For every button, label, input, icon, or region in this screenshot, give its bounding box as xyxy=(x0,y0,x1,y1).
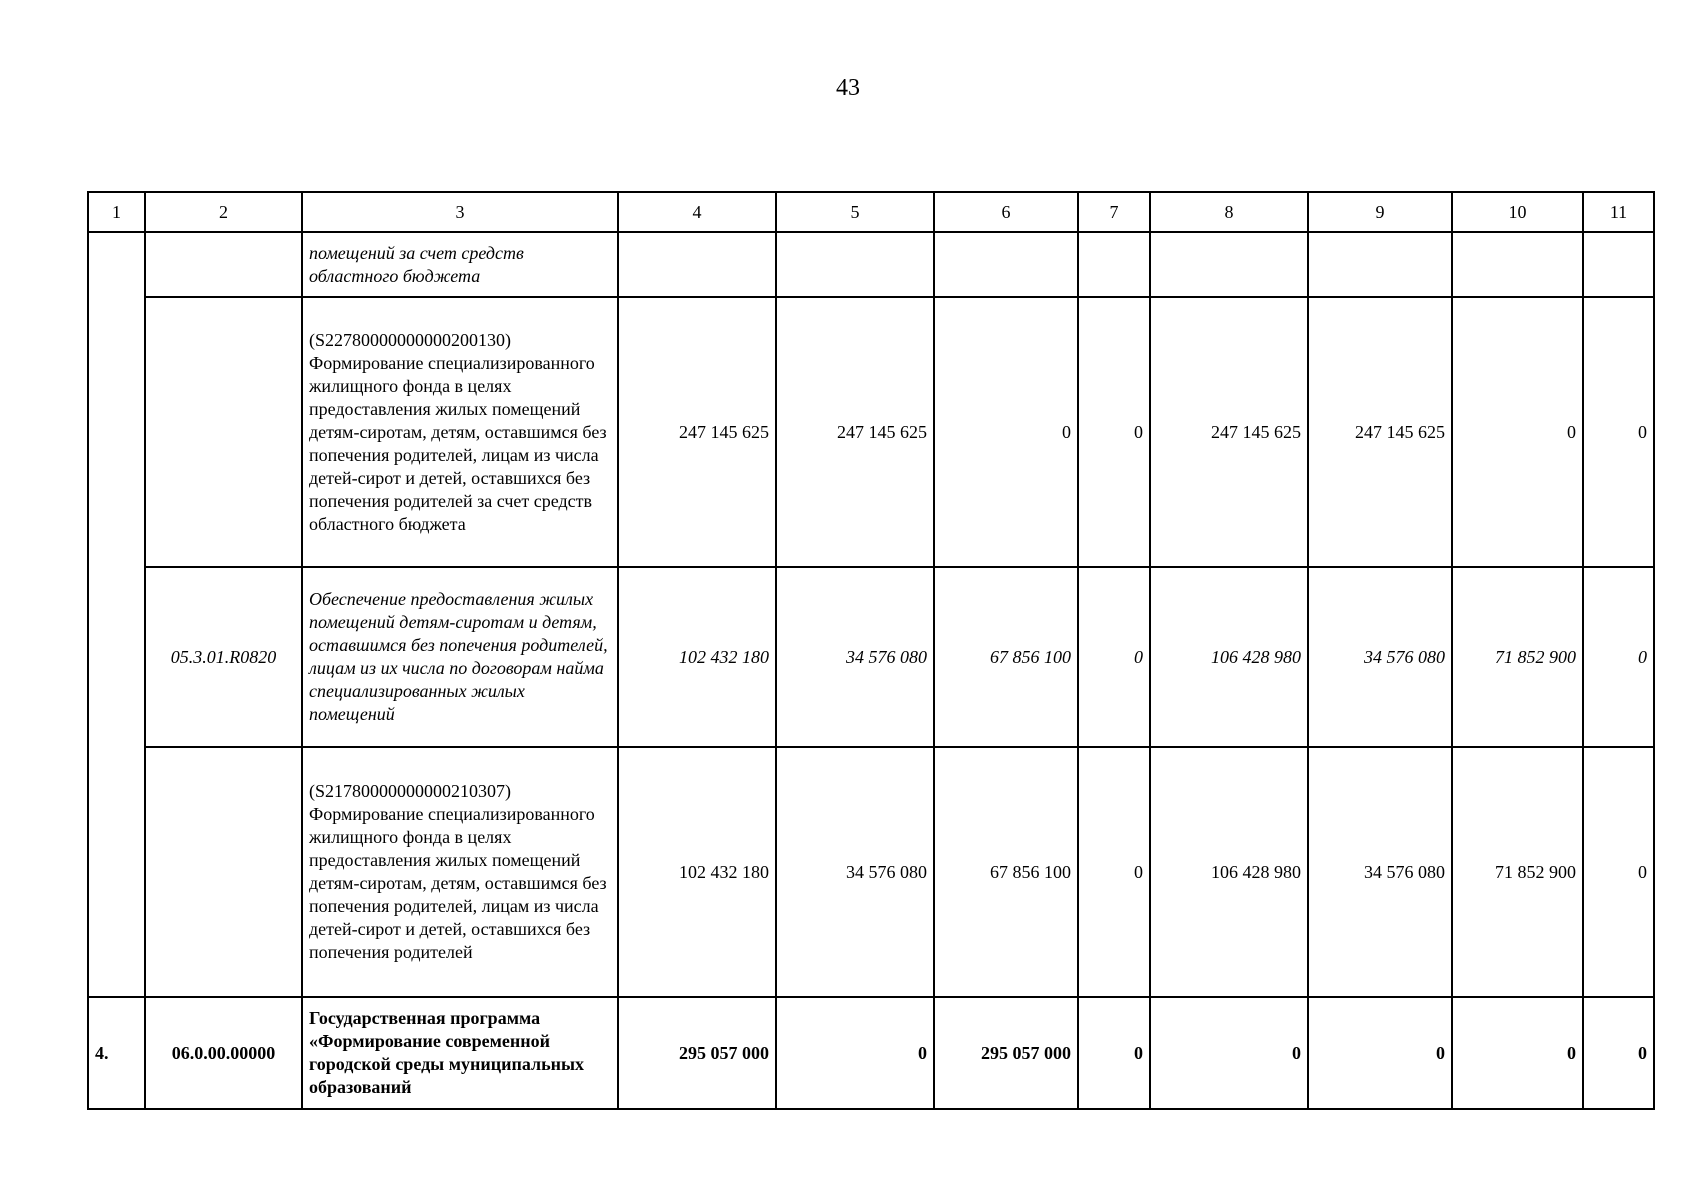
value-cell: 0 xyxy=(934,297,1078,567)
value-cell xyxy=(934,232,1078,297)
budget-table xyxy=(87,191,1655,1110)
value-cell: 0 xyxy=(1583,297,1654,567)
value-cell: 0 xyxy=(1078,567,1150,747)
value-cell: 34 576 080 xyxy=(776,747,934,997)
column-header: 10 xyxy=(1452,192,1583,232)
description-cell: Обеспечение предоставления жилых помещений детям-сиротам и детям, оставшимся без попечения родителей, лицам из их числа по договорам найма специализированных жилых помещений xyxy=(302,567,618,747)
column-header: 5 xyxy=(776,192,934,232)
value-cell: 0 xyxy=(1583,747,1654,997)
column-header: 9 xyxy=(1308,192,1452,232)
table-row xyxy=(88,232,1654,297)
value-cell: 106 428 980 xyxy=(1150,567,1308,747)
value-cell xyxy=(776,232,934,297)
value-cell: 0 xyxy=(1583,997,1654,1109)
table-row xyxy=(88,997,1654,1109)
column-header: 3 xyxy=(302,192,618,232)
column-header: 11 xyxy=(1583,192,1654,232)
value-cell: 295 057 000 xyxy=(934,997,1078,1109)
value-cell: 0 xyxy=(1078,997,1150,1109)
value-cell: 71 852 900 xyxy=(1452,567,1583,747)
value-cell: 247 145 625 xyxy=(1308,297,1452,567)
code-cell: 05.3.01.R0820 xyxy=(145,567,302,747)
value-cell: 71 852 900 xyxy=(1452,747,1583,997)
column-header: 8 xyxy=(1150,192,1308,232)
description-cell: Государственная программа «Формирование современной городской среды муниципальных образований xyxy=(302,997,618,1109)
column-header: 6 xyxy=(934,192,1078,232)
value-cell: 34 576 080 xyxy=(1308,567,1452,747)
value-cell: 0 xyxy=(1452,997,1583,1109)
value-cell: 295 057 000 xyxy=(618,997,776,1109)
table-header-row xyxy=(88,192,1654,232)
column-header: 2 xyxy=(145,192,302,232)
value-cell xyxy=(1452,232,1583,297)
table-row xyxy=(88,297,1654,567)
value-cell: 247 145 625 xyxy=(618,297,776,567)
value-cell: 67 856 100 xyxy=(934,567,1078,747)
value-cell xyxy=(1308,232,1452,297)
value-cell: 106 428 980 xyxy=(1150,747,1308,997)
row-number-cell xyxy=(88,232,145,997)
value-cell xyxy=(1078,232,1150,297)
code-cell xyxy=(145,232,302,297)
column-header: 4 xyxy=(618,192,776,232)
code-cell: 06.0.00.00000 xyxy=(145,997,302,1109)
description-cell: (S21780000000000210307) Формирование специализированного жилищного фонда в целях предоставления жилых помещений детям-сиротам, детям, оставшимся без попечения родителей, лицам из числа детей-сирот и детей, оставшихся без попечения родителей xyxy=(302,747,618,997)
column-header: 7 xyxy=(1078,192,1150,232)
row-number-cell: 4. xyxy=(88,997,145,1109)
value-cell: 0 xyxy=(1308,997,1452,1109)
value-cell: 0 xyxy=(1150,997,1308,1109)
value-cell xyxy=(1583,232,1654,297)
value-cell: 247 145 625 xyxy=(776,297,934,567)
description-cell: помещений за счет средств областного бюджета xyxy=(302,232,618,297)
value-cell: 67 856 100 xyxy=(934,747,1078,997)
value-cell: 0 xyxy=(1452,297,1583,567)
column-header: 1 xyxy=(88,192,145,232)
value-cell: 0 xyxy=(776,997,934,1109)
value-cell: 247 145 625 xyxy=(1150,297,1308,567)
description-cell: (S22780000000000200130) Формирование специализированного жилищного фонда в целях предоставления жилых помещений детям-сиротам, детям, оставшимся без попечения родителей, лицам из числа детей-сирот и детей, оставшихся без попечения родителей за счет средств областного бюджета xyxy=(302,297,618,567)
page-number: 43 xyxy=(836,75,860,101)
value-cell: 34 576 080 xyxy=(1308,747,1452,997)
code-cell xyxy=(145,297,302,567)
value-cell: 0 xyxy=(1583,567,1654,747)
value-cell xyxy=(618,232,776,297)
value-cell: 0 xyxy=(1078,297,1150,567)
value-cell xyxy=(1150,232,1308,297)
value-cell: 34 576 080 xyxy=(776,567,934,747)
value-cell: 0 xyxy=(1078,747,1150,997)
value-cell: 102 432 180 xyxy=(618,567,776,747)
table-row xyxy=(88,567,1654,747)
code-cell xyxy=(145,747,302,997)
table-row xyxy=(88,747,1654,997)
value-cell: 102 432 180 xyxy=(618,747,776,997)
